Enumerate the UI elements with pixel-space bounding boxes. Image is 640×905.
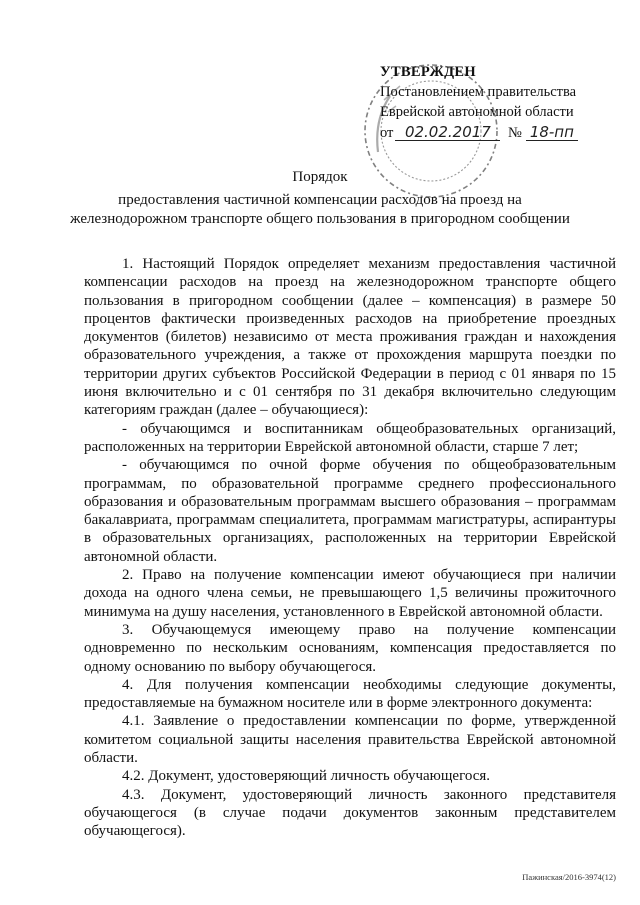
paragraph-1: 1. Настоящий Порядок определяет механизм предоставления частичной компенсации расходов на проезд на железнодорожном транспорте общего пользования в пригородном сообщении (далее – компенсация) в размере 50 процентов фактически произведенных расходов на приобретение проездных документов (билетов) независимо от места проживания граждан и нахождения образовательного учреждения, а также от прохождения маршрута поездки по территории других субъектов Российской Федерации в период с 01 января по 15 июня включительно и с 01 сентября по 31 декабря включительно следующим категориям граждан (далее – обучающиеся): [84, 256, 616, 419]
approval-line-2: Еврейской автономной области [380, 104, 574, 120]
approval-date: 02.02.2017 [395, 124, 500, 141]
paragraph-4-2: 4.2. Документ, удостоверяющий личность обучающегося. [122, 768, 491, 785]
approved-label: УТВЕРЖДЕН [380, 64, 476, 80]
approval-block [380, 62, 630, 143]
number-label: № [508, 125, 522, 141]
document-body [84, 255, 616, 841]
paragraph-list-item-2: - обучающимся по очной форме обучения по общеобразовательным программам, по образовательной программе среднего профессионального образования и образовательным программам высшего образования – программам бакалавриата, программам специалитета, программам магистратуры, аспирантуры в образовательных организациях, расположенных на территории Еврейской автономной области. [84, 457, 616, 565]
document-title: Порядок [292, 169, 348, 185]
paragraph-list-item-1: - обучающимся и воспитанникам общеобразовательных организаций, расположенных на территории Еврейской автономной области, старше 7 лет; [84, 420, 616, 455]
approval-line-1: Постановлением правительства [380, 84, 577, 100]
footer-code: Пажинская/2016-3974(12) [522, 872, 616, 882]
approval-number: 18-пп [526, 124, 578, 141]
approval-date-row [380, 123, 630, 143]
paragraph-4-1: 4.1. Заявление о предоставлении компенсации по форме, утвержденной комитетом социальной защиты населения правительства Еврейской автономной области. [84, 713, 616, 767]
paragraph-2: 2. Право на получение компенсации имеют обучающиеся при наличии дохода на одного члена семьи, не превышающего 1,5 величины прожиточного минимума на душу населения, установленного в Еврейской автономной области. [84, 567, 616, 620]
from-label: от [380, 125, 394, 141]
document-title-block [70, 168, 570, 229]
paragraph-4: 4. Для получения компенсации необходимы следующие документы, предоставляемые на бумажном носителе или в форме электронного документа: [84, 676, 616, 712]
document-subtitle: предоставления частичной компенсации расходов на проезд на железнодорожном транспорте общего пользования в пригородном сообщении [70, 192, 570, 227]
paragraph-4-3: 4.3. Документ, удостоверяющий личность законного представителя обучающегося (в случае подачи документов законным представителем обучающегося). [84, 786, 616, 840]
paragraph-3: 3. Обучающемуся имеющему право на получение компенсации одновременно по нескольким основаниям, компенсация предоставляется по одному основанию по выбору обучающегося. [84, 621, 616, 675]
